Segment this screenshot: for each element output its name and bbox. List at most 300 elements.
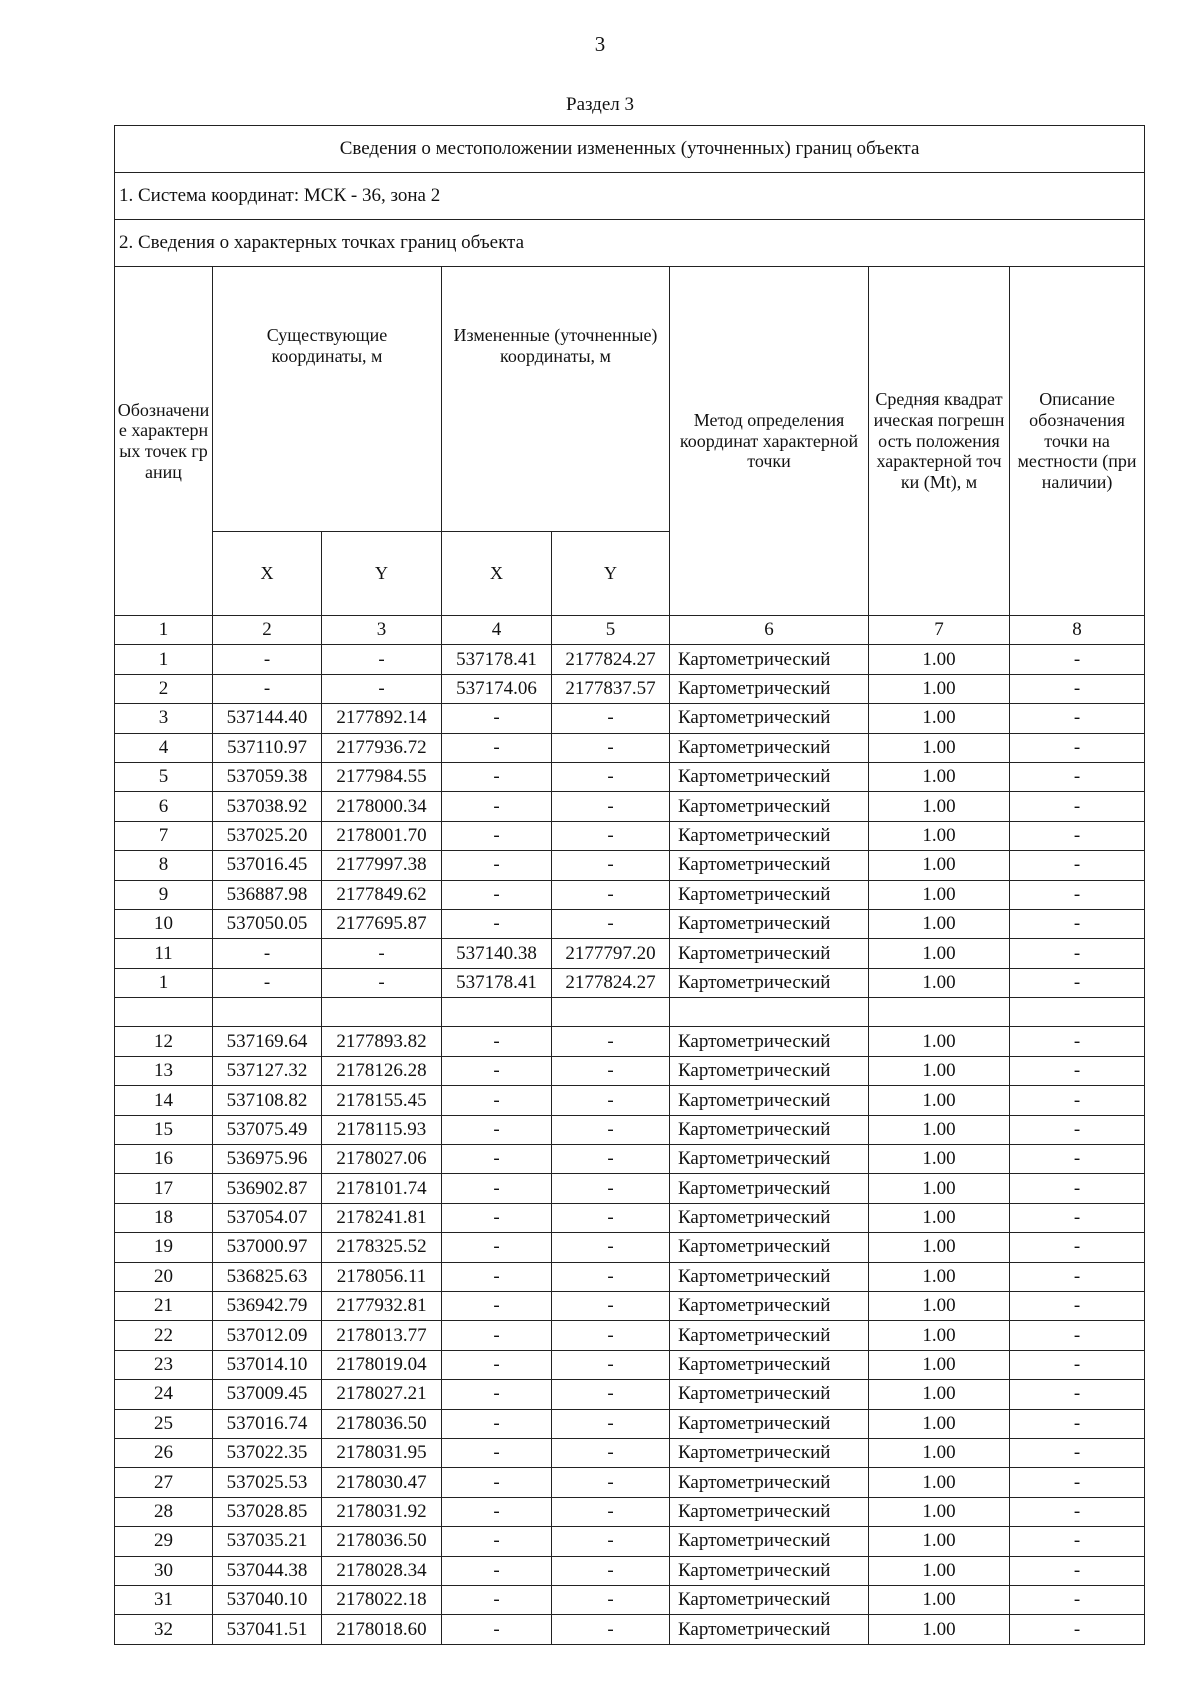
cell-existing-x: 537169.64 [213, 1027, 322, 1056]
cell-existing-x: 536942.79 [213, 1291, 322, 1320]
cell-error: 1.00 [869, 968, 1010, 997]
cell-error: 1.00 [869, 674, 1010, 703]
table-row [115, 1174, 1145, 1203]
cell-description: - [1010, 645, 1145, 674]
cell-changed-x: - [442, 1527, 552, 1556]
cell-changed-y: - [552, 1468, 670, 1497]
cell-existing-y: 2178325.52 [322, 1233, 442, 1262]
cell-point-id: 11 [115, 939, 213, 968]
cell-changed-x: - [442, 1086, 552, 1115]
cell-point-id: 1 [115, 645, 213, 674]
cell-method: Картометрический [670, 1262, 869, 1291]
table-row [115, 704, 1145, 733]
cell-changed-y: - [552, 1527, 670, 1556]
cell-method: Картометрический [670, 704, 869, 733]
table-row [115, 821, 1145, 850]
cell-existing-x: 536902.87 [213, 1174, 322, 1203]
cell-description: - [1010, 792, 1145, 821]
cell-error: 1.00 [869, 1291, 1010, 1320]
table-row [115, 1203, 1145, 1232]
cell-description: - [1010, 1056, 1145, 1085]
cell-existing-x: 537025.53 [213, 1468, 322, 1497]
table-row [115, 909, 1145, 938]
cell-existing-y: 2178018.60 [322, 1615, 442, 1644]
header-existing-coords: Существующие координаты, м [213, 267, 442, 532]
column-number: 1 [115, 616, 213, 645]
cell-changed-x: 537178.41 [442, 645, 552, 674]
table-title: Сведения о местоположении измененных (уточненных) границ объекта [115, 126, 1145, 173]
cell-error: 1.00 [869, 1468, 1010, 1497]
cell-existing-y: 2178028.34 [322, 1556, 442, 1585]
cell-description: - [1010, 1527, 1145, 1556]
table-row [115, 762, 1145, 791]
cell-changed-x: - [442, 1556, 552, 1585]
cell-existing-x: 537028.85 [213, 1497, 322, 1526]
cell-existing-x: 537000.97 [213, 1233, 322, 1262]
cell-error: 1.00 [869, 851, 1010, 880]
header-changed-x: X [442, 532, 552, 616]
cell-point-id: 8 [115, 851, 213, 880]
cell-changed-x: 537178.41 [442, 968, 552, 997]
cell-changed-y: - [552, 1027, 670, 1056]
empty-cell [213, 998, 322, 1027]
cell-existing-x: 537012.09 [213, 1321, 322, 1350]
cell-point-id: 4 [115, 733, 213, 762]
cell-point-id: 16 [115, 1145, 213, 1174]
cell-changed-y: - [552, 880, 670, 909]
header-changed-coords: Измененные (уточненные) координаты, м [442, 267, 670, 532]
cell-changed-x: - [442, 1262, 552, 1291]
cell-error: 1.00 [869, 1056, 1010, 1085]
cell-changed-y: - [552, 1233, 670, 1262]
cell-changed-y: - [552, 733, 670, 762]
table-row [115, 1291, 1145, 1320]
boundary-points-table [114, 125, 1145, 1645]
cell-changed-x: 537174.06 [442, 674, 552, 703]
cell-description: - [1010, 1615, 1145, 1644]
cell-changed-y: - [552, 1203, 670, 1232]
column-number: 8 [1010, 616, 1145, 645]
cell-point-id: 31 [115, 1585, 213, 1614]
cell-existing-x: 536975.96 [213, 1145, 322, 1174]
cell-description: - [1010, 1262, 1145, 1291]
cell-changed-y: - [552, 851, 670, 880]
cell-existing-y: 2178155.45 [322, 1086, 442, 1115]
cell-description: - [1010, 1497, 1145, 1526]
column-number: 5 [552, 616, 670, 645]
cell-point-id: 22 [115, 1321, 213, 1350]
empty-cell [869, 998, 1010, 1027]
cell-changed-y: - [552, 1438, 670, 1467]
cell-description: - [1010, 821, 1145, 850]
cell-existing-x: 537044.38 [213, 1556, 322, 1585]
table-row [115, 1585, 1145, 1614]
cell-changed-y: - [552, 1409, 670, 1438]
cell-changed-x: - [442, 1321, 552, 1350]
cell-method: Картометрический [670, 880, 869, 909]
cell-description: - [1010, 1438, 1145, 1467]
cell-existing-y: 2178241.81 [322, 1203, 442, 1232]
cell-point-id: 21 [115, 1291, 213, 1320]
empty-cell [322, 998, 442, 1027]
cell-changed-y: - [552, 1585, 670, 1614]
points-heading: 2. Сведения о характерных точках границ объекта [115, 220, 1145, 267]
cell-changed-y: - [552, 1145, 670, 1174]
cell-changed-x: - [442, 792, 552, 821]
column-number: 6 [670, 616, 869, 645]
cell-changed-y: - [552, 1556, 670, 1585]
cell-point-id: 17 [115, 1174, 213, 1203]
cell-changed-y: - [552, 1262, 670, 1291]
cell-changed-x: - [442, 733, 552, 762]
cell-point-id: 24 [115, 1380, 213, 1409]
cell-changed-x: - [442, 1380, 552, 1409]
table-row [115, 674, 1145, 703]
cell-changed-x: - [442, 909, 552, 938]
cell-method: Картометрический [670, 851, 869, 880]
cell-changed-y: - [552, 1350, 670, 1379]
cell-error: 1.00 [869, 1527, 1010, 1556]
cell-existing-y: 2178126.28 [322, 1056, 442, 1085]
table-row [115, 968, 1145, 997]
table-row [115, 1409, 1145, 1438]
cell-method: Картометрический [670, 909, 869, 938]
cell-method: Картометрический [670, 674, 869, 703]
cell-method: Картометрический [670, 1291, 869, 1320]
cell-existing-y: 2178056.11 [322, 1262, 442, 1291]
cell-method: Картометрический [670, 1468, 869, 1497]
coordinate-system: 1. Система координат: МСК - 36, зона 2 [115, 173, 1145, 220]
cell-existing-y: 2177695.87 [322, 909, 442, 938]
cell-existing-y: 2177984.55 [322, 762, 442, 791]
header-error: Средняя квадратическая погрешность положения характерной точки (Mt), м [869, 267, 1010, 616]
cell-point-id: 10 [115, 909, 213, 938]
cell-method: Картометрический [670, 733, 869, 762]
cell-description: - [1010, 968, 1145, 997]
cell-error: 1.00 [869, 909, 1010, 938]
cell-error: 1.00 [869, 704, 1010, 733]
cell-existing-y: - [322, 968, 442, 997]
cell-error: 1.00 [869, 1203, 1010, 1232]
column-number: 2 [213, 616, 322, 645]
table-row [115, 1086, 1145, 1115]
cell-method: Картометрический [670, 1380, 869, 1409]
cell-changed-y: - [552, 1115, 670, 1144]
table-row [115, 645, 1145, 674]
cell-error: 1.00 [869, 1438, 1010, 1467]
cell-changed-x: - [442, 1115, 552, 1144]
cell-method: Картометрический [670, 1350, 869, 1379]
cell-existing-x: 537014.10 [213, 1350, 322, 1379]
cell-point-id: 20 [115, 1262, 213, 1291]
cell-changed-x: - [442, 1174, 552, 1203]
section-title: Раздел 3 [566, 94, 634, 115]
cell-existing-y: 2178027.21 [322, 1380, 442, 1409]
cell-existing-y: 2177892.14 [322, 704, 442, 733]
cell-existing-x: - [213, 674, 322, 703]
table-row [115, 1145, 1145, 1174]
cell-point-id: 29 [115, 1527, 213, 1556]
empty-cell [442, 998, 552, 1027]
table-row [115, 1056, 1145, 1085]
cell-method: Картометрический [670, 1115, 869, 1144]
cell-changed-y: - [552, 1291, 670, 1320]
cell-error: 1.00 [869, 1115, 1010, 1144]
cell-point-id: 1 [115, 968, 213, 997]
header-changed-y: Y [552, 532, 670, 616]
cell-changed-x: - [442, 1203, 552, 1232]
cell-method: Картометрический [670, 1615, 869, 1644]
cell-error: 1.00 [869, 1086, 1010, 1115]
cell-error: 1.00 [869, 1233, 1010, 1262]
cell-description: - [1010, 851, 1145, 880]
cell-changed-x: - [442, 1145, 552, 1174]
header-existing-y: Y [322, 532, 442, 616]
cell-existing-x: 537059.38 [213, 762, 322, 791]
cell-error: 1.00 [869, 792, 1010, 821]
header-existing-x: X [213, 532, 322, 616]
cell-error: 1.00 [869, 880, 1010, 909]
cell-existing-x: - [213, 645, 322, 674]
cell-existing-y: 2177997.38 [322, 851, 442, 880]
cell-changed-x: - [442, 704, 552, 733]
cell-existing-x: 537110.97 [213, 733, 322, 762]
cell-existing-y: 2177893.82 [322, 1027, 442, 1056]
cell-description: - [1010, 704, 1145, 733]
cell-existing-y: 2177849.62 [322, 880, 442, 909]
empty-cell [552, 998, 670, 1027]
cell-point-id: 14 [115, 1086, 213, 1115]
cell-existing-y: - [322, 674, 442, 703]
cell-method: Картометрический [670, 792, 869, 821]
cell-point-id: 32 [115, 1615, 213, 1644]
cell-error: 1.00 [869, 1262, 1010, 1291]
cell-existing-x: 537127.32 [213, 1056, 322, 1085]
cell-description: - [1010, 1145, 1145, 1174]
cell-changed-x: - [442, 1497, 552, 1526]
cell-point-id: 28 [115, 1497, 213, 1526]
cell-method: Картометрический [670, 1497, 869, 1526]
cell-error: 1.00 [869, 939, 1010, 968]
cell-point-id: 26 [115, 1438, 213, 1467]
cell-changed-y: 2177837.57 [552, 674, 670, 703]
column-numbers-row [115, 616, 1145, 645]
cell-changed-x: - [442, 1585, 552, 1614]
table-row [115, 1350, 1145, 1379]
cell-existing-y: 2178027.06 [322, 1145, 442, 1174]
cell-description: - [1010, 1233, 1145, 1262]
cell-changed-y: - [552, 821, 670, 850]
cell-description: - [1010, 939, 1145, 968]
cell-existing-x: 537035.21 [213, 1527, 322, 1556]
cell-existing-y: 2178000.34 [322, 792, 442, 821]
cell-existing-x: 537016.74 [213, 1409, 322, 1438]
cell-error: 1.00 [869, 762, 1010, 791]
column-number: 3 [322, 616, 442, 645]
cell-method: Картометрический [670, 968, 869, 997]
cell-existing-x: 537009.45 [213, 1380, 322, 1409]
table-row [115, 792, 1145, 821]
cell-existing-x: 537144.40 [213, 704, 322, 733]
table-row [115, 1497, 1145, 1526]
cell-description: - [1010, 1380, 1145, 1409]
cell-error: 1.00 [869, 1615, 1010, 1644]
cell-existing-y: 2178031.92 [322, 1497, 442, 1526]
cell-changed-y: - [552, 792, 670, 821]
cell-error: 1.00 [869, 1145, 1010, 1174]
cell-existing-x: 536825.63 [213, 1262, 322, 1291]
cell-changed-x: - [442, 1615, 552, 1644]
cell-description: - [1010, 1086, 1145, 1115]
table-row [115, 1321, 1145, 1350]
cell-method: Картометрический [670, 645, 869, 674]
cell-existing-x: 537041.51 [213, 1615, 322, 1644]
cell-existing-x: 537025.20 [213, 821, 322, 850]
cell-existing-y: 2178019.04 [322, 1350, 442, 1379]
cell-point-id: 9 [115, 880, 213, 909]
cell-changed-y: 2177824.27 [552, 968, 670, 997]
cell-point-id: 13 [115, 1056, 213, 1085]
cell-existing-y: - [322, 939, 442, 968]
cell-changed-x: - [442, 880, 552, 909]
cell-description: - [1010, 1174, 1145, 1203]
table-row [115, 1615, 1145, 1644]
cell-description: - [1010, 909, 1145, 938]
cell-existing-x: 537054.07 [213, 1203, 322, 1232]
cell-existing-y: 2178036.50 [322, 1527, 442, 1556]
cell-description: - [1010, 1556, 1145, 1585]
column-number: 4 [442, 616, 552, 645]
cell-description: - [1010, 733, 1145, 762]
cell-error: 1.00 [869, 733, 1010, 762]
cell-description: - [1010, 1203, 1145, 1232]
table-row [115, 1438, 1145, 1467]
cell-method: Картометрический [670, 821, 869, 850]
cell-point-id: 30 [115, 1556, 213, 1585]
header-description: Описание обозначения точки на местности (при наличии) [1010, 267, 1145, 616]
cell-description: - [1010, 1585, 1145, 1614]
cell-error: 1.00 [869, 1027, 1010, 1056]
cell-changed-x: - [442, 1468, 552, 1497]
cell-description: - [1010, 880, 1145, 909]
cell-existing-x: - [213, 968, 322, 997]
cell-point-id: 2 [115, 674, 213, 703]
cell-existing-x: 537022.35 [213, 1438, 322, 1467]
cell-changed-x: - [442, 1233, 552, 1262]
cell-method: Картометрический [670, 1556, 869, 1585]
cell-changed-x: - [442, 1027, 552, 1056]
cell-changed-y: - [552, 704, 670, 733]
cell-changed-x: - [442, 821, 552, 850]
cell-error: 1.00 [869, 1350, 1010, 1379]
cell-existing-x: 537108.82 [213, 1086, 322, 1115]
table-row [115, 939, 1145, 968]
empty-cell [670, 998, 869, 1027]
cell-changed-y: - [552, 1056, 670, 1085]
separator-row [115, 998, 1145, 1027]
cell-changed-y: - [552, 1497, 670, 1526]
table-row [115, 1233, 1145, 1262]
cell-changed-x: - [442, 1056, 552, 1085]
table-row [115, 1527, 1145, 1556]
cell-method: Картометрический [670, 939, 869, 968]
cell-method: Картометрический [670, 1203, 869, 1232]
cell-description: - [1010, 1409, 1145, 1438]
cell-changed-y: - [552, 909, 670, 938]
cell-existing-x: 537038.92 [213, 792, 322, 821]
cell-method: Картометрический [670, 1409, 869, 1438]
cell-method: Картометрический [670, 1056, 869, 1085]
cell-description: - [1010, 762, 1145, 791]
header-designation: Обозначение характерных точек границ [115, 267, 213, 616]
table-row [115, 733, 1145, 762]
cell-error: 1.00 [869, 1174, 1010, 1203]
cell-method: Картометрический [670, 1027, 869, 1056]
cell-method: Картометрический [670, 1585, 869, 1614]
cell-description: - [1010, 1027, 1145, 1056]
cell-existing-y: 2178022.18 [322, 1585, 442, 1614]
empty-cell [1010, 998, 1145, 1027]
cell-error: 1.00 [869, 645, 1010, 674]
page-number: 3 [594, 32, 606, 56]
cell-description: - [1010, 1350, 1145, 1379]
cell-changed-x: 537140.38 [442, 939, 552, 968]
cell-point-id: 6 [115, 792, 213, 821]
cell-description: - [1010, 1468, 1145, 1497]
cell-point-id: 15 [115, 1115, 213, 1144]
cell-error: 1.00 [869, 1409, 1010, 1438]
cell-error: 1.00 [869, 821, 1010, 850]
cell-error: 1.00 [869, 1556, 1010, 1585]
cell-existing-x: 536887.98 [213, 880, 322, 909]
cell-error: 1.00 [869, 1497, 1010, 1526]
cell-method: Картометрический [670, 1321, 869, 1350]
cell-method: Картометрический [670, 1527, 869, 1556]
cell-point-id: 5 [115, 762, 213, 791]
cell-point-id: 23 [115, 1350, 213, 1379]
cell-changed-y: - [552, 1174, 670, 1203]
cell-description: - [1010, 1291, 1145, 1320]
cell-point-id: 25 [115, 1409, 213, 1438]
table-row [115, 1468, 1145, 1497]
table-row [115, 1027, 1145, 1056]
table-row [115, 1380, 1145, 1409]
header-method: Метод определения координат характерной точки [670, 267, 869, 616]
cell-changed-y: - [552, 1321, 670, 1350]
cell-existing-y: 2178030.47 [322, 1468, 442, 1497]
cell-existing-y: 2178031.95 [322, 1438, 442, 1467]
cell-existing-x: 537040.10 [213, 1585, 322, 1614]
cell-existing-y: 2178036.50 [322, 1409, 442, 1438]
table-row [115, 1115, 1145, 1144]
cell-existing-x: 537050.05 [213, 909, 322, 938]
cell-changed-y: 2177824.27 [552, 645, 670, 674]
cell-point-id: 3 [115, 704, 213, 733]
cell-existing-x: 537075.49 [213, 1115, 322, 1144]
cell-method: Картометрический [670, 1438, 869, 1467]
cell-changed-x: - [442, 1409, 552, 1438]
cell-existing-y: - [322, 645, 442, 674]
empty-cell [115, 998, 213, 1027]
cell-changed-y: - [552, 762, 670, 791]
cell-existing-y: 2178101.74 [322, 1174, 442, 1203]
cell-error: 1.00 [869, 1585, 1010, 1614]
cell-description: - [1010, 674, 1145, 703]
column-number: 7 [869, 616, 1010, 645]
cell-changed-y: - [552, 1086, 670, 1115]
cell-method: Картометрический [670, 762, 869, 791]
cell-point-id: 27 [115, 1468, 213, 1497]
